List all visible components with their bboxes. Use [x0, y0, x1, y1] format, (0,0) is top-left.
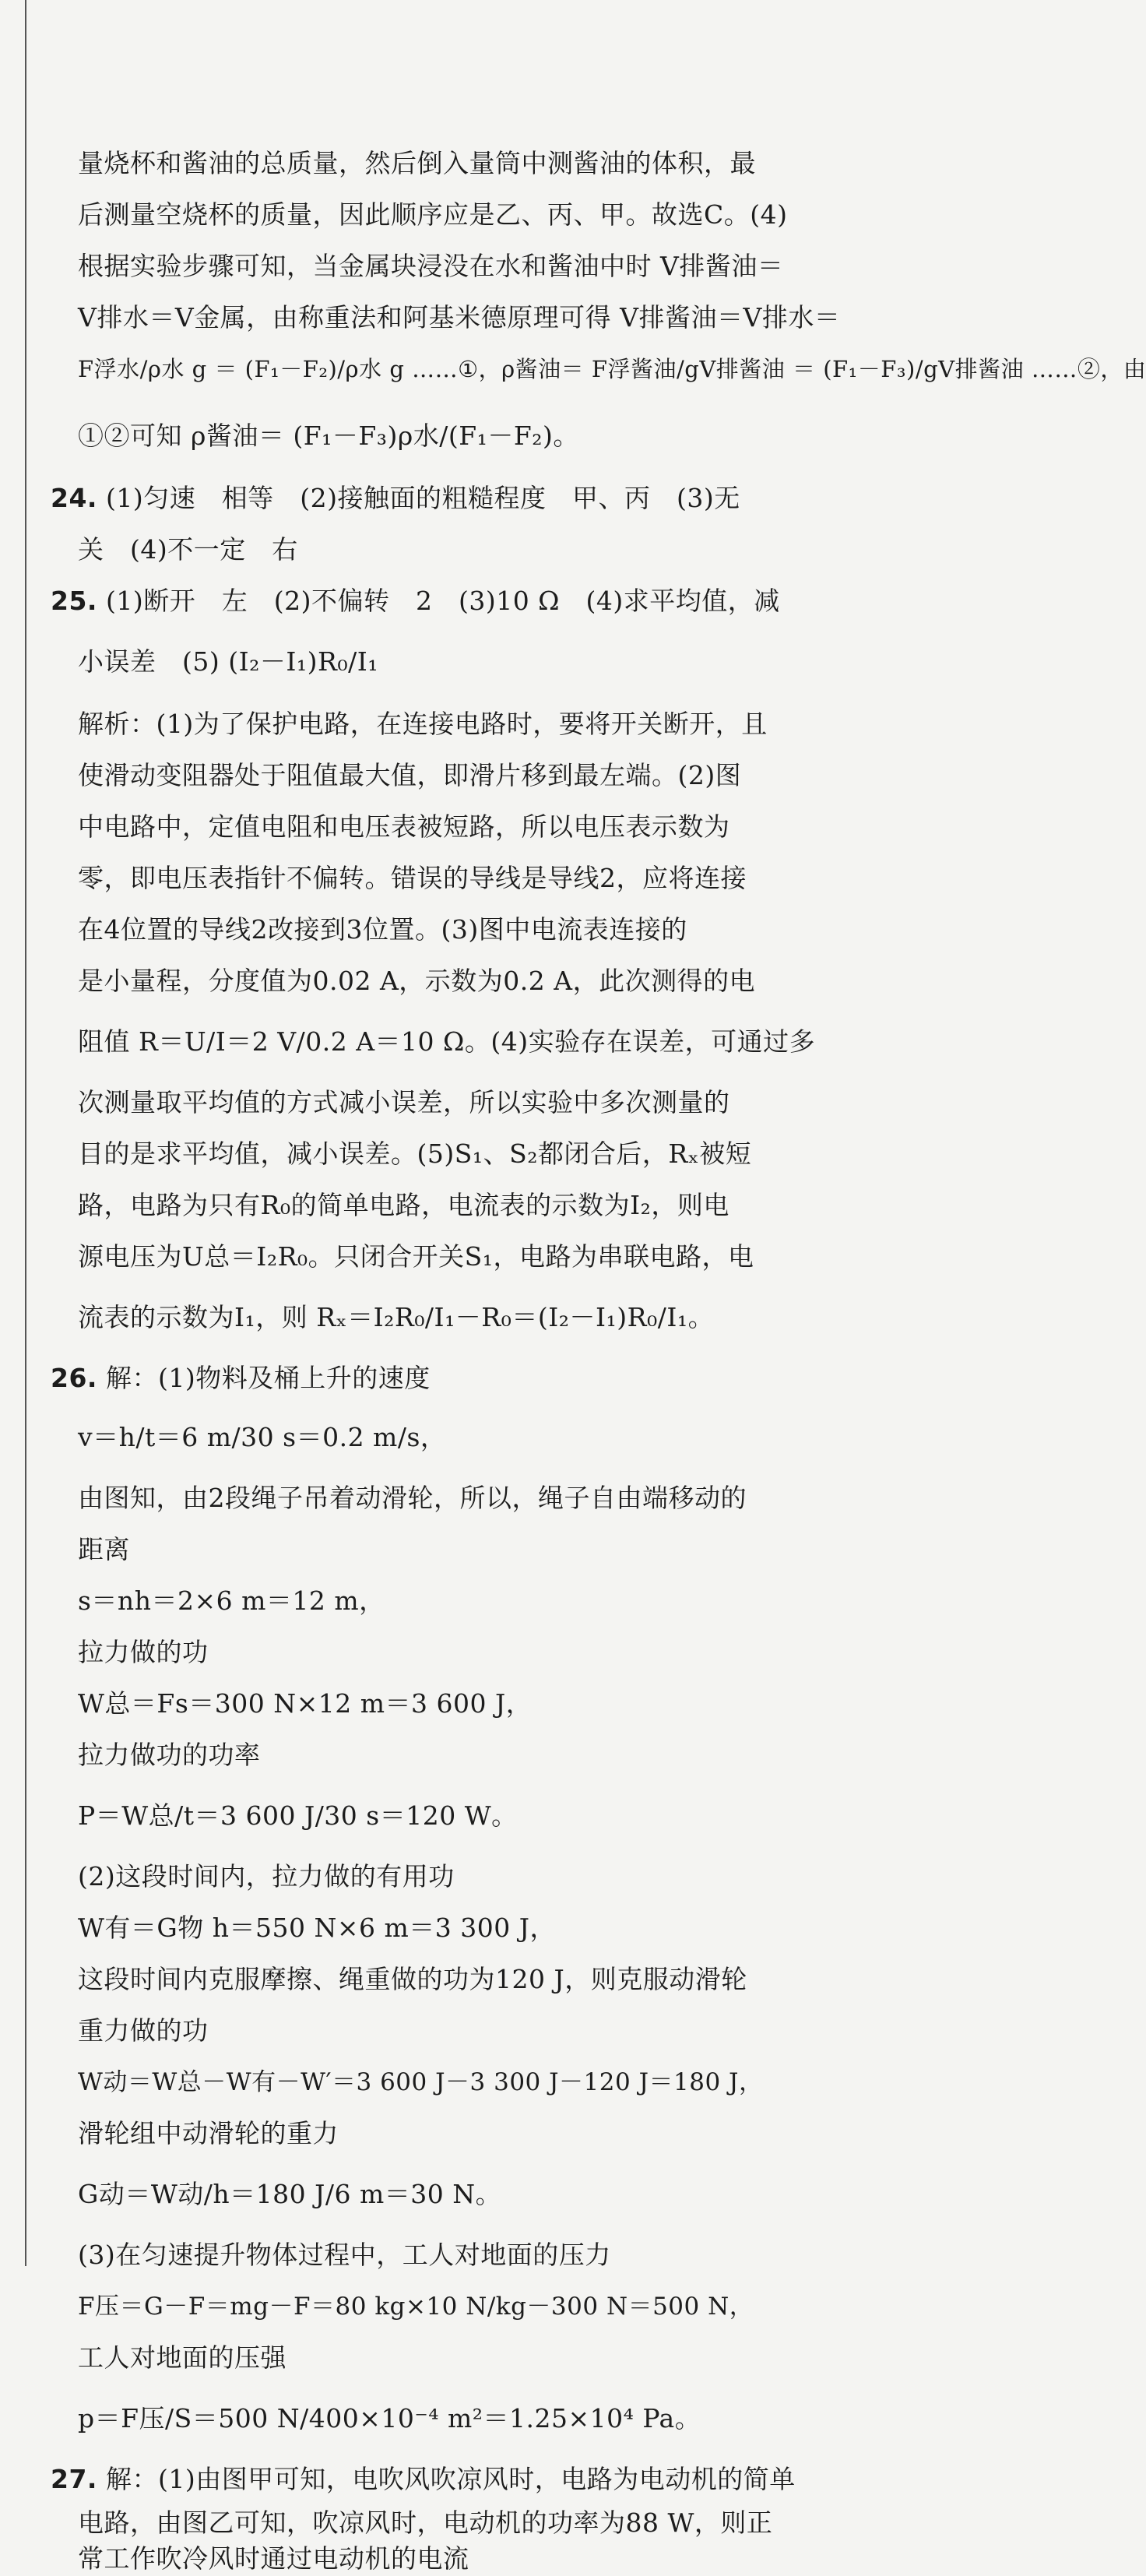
text-line: 根据实验步骤可知，当金属块浸没在水和酱油中时 V排酱油＝ — [78, 251, 784, 281]
answer-text: (1)断开 左 (2)不偏转 2 (3)10 Ω (4)求平均值，减 — [105, 586, 780, 616]
formula-line: P＝W总/t＝3 600 J/30 s＝120 W。 — [78, 1800, 518, 1831]
answer-text: (1)匀速 相等 (2)接触面的粗糙程度 甲、丙 (3)无 — [105, 483, 740, 513]
answer-text: 解：(1)由图甲可知，电吹风吹凉风时，电路为电动机的简单 — [105, 2464, 796, 2494]
text-line: 零，即电压表指针不偏转。错误的导线是导线2，应将连接 — [78, 863, 747, 893]
text-line: 拉力做的功 — [78, 1637, 209, 1667]
text-line: 在4位置的导线2改接到3位置。(3)图中电流表连接的 — [78, 914, 687, 945]
question-25 — [51, 586, 780, 617]
question-26 — [51, 1363, 431, 1394]
text-line: 重力做的功 — [78, 2015, 209, 2046]
text-line: 使滑动变阻器处于阻值最大值，即滑片移到最左端。(2)图 — [78, 760, 742, 790]
formula-line: s＝nh＝2×6 m＝12 m， — [78, 1585, 385, 1616]
formula-line: p＝F压/S＝500 N/400×10⁻⁴ m²＝1.25×10⁴ Pa。 — [78, 2403, 701, 2433]
text-line: (2)这段时间内，拉力做的有用功 — [78, 1861, 455, 1892]
question-number: 27. — [51, 2464, 97, 2494]
question-number: 24. — [51, 483, 97, 513]
text-line: 距离 — [78, 1534, 130, 1564]
text-line: 电路，由图乙可知，吹凉风时，电动机的功率为88 W，则正 — [78, 2507, 773, 2538]
formula-line: G动＝W动/h＝180 J/6 m＝30 N。 — [78, 2179, 502, 2209]
text-line: 由图知，由2段绳子吊着动滑轮，所以，绳子自由端移动的 — [78, 1483, 747, 1513]
question-24 — [51, 483, 740, 514]
analysis-line: 解析：(1)为了保护电路，在连接电路时，要将开关断开，且 — [78, 709, 768, 739]
text-line: (3)在匀速提升物体过程中，工人对地面的压力 — [78, 2240, 611, 2270]
text-line: 源电压为U总＝I₂R₀。只闭合开关S₁，电路为串联电路，电 — [78, 1241, 754, 1272]
formula-line: W有＝G物 h＝550 N×6 m＝3 300 J， — [78, 1913, 556, 1943]
text-line: 是小量程，分度值为0.02 A，示数为0.2 A，此次测得的电 — [78, 966, 756, 996]
formula-line: F压＝G－F＝mg－F＝80 kg×10 N/kg－300 N＝500 N， — [78, 2293, 754, 2321]
text-line: 常工作吹冷风时通过电动机的电流 — [78, 2543, 469, 2574]
text-line: 滑轮组中动滑轮的重力 — [78, 2118, 339, 2148]
text-line: 拉力做功的功率 — [78, 1740, 261, 1770]
text-line: 路，电路为只有R₀的简单电路，电流表的示数为I₂，则电 — [78, 1190, 729, 1220]
text-line: 量烧杯和酱油的总质量，然后倒入量筒中测酱油的体积，最 — [78, 148, 756, 178]
left-margin-rule — [25, 0, 26, 2266]
formula-line: v＝h/t＝6 m/30 s＝0.2 m/s， — [78, 1422, 447, 1452]
formula-line: 阻值 R＝U/I＝2 V/0.2 A＝10 Ω。(4)实验存在误差，可通过多 — [78, 1026, 816, 1057]
text-line: 工人对地面的压强 — [78, 2342, 286, 2373]
formula-line: W总＝Fs＝300 N×12 m＝3 600 J， — [78, 1688, 533, 1719]
question-number: 26. — [51, 1363, 97, 1393]
text-line: 关 (4)不一定 右 — [78, 534, 298, 565]
formula-line: 小误差 (5) (I₂－I₁)R₀/I₁ — [78, 646, 378, 677]
text-line: V排水＝V金属，由称重法和阿基米德原理可得 V排酱油＝V排水＝ — [78, 302, 841, 333]
text-line: 目的是求平均值，减小误差。(5)S₁、S₂都闭合后，Rₓ被短 — [78, 1138, 752, 1169]
formula-line: 流表的示数为I₁，则 Rₓ＝I₂R₀/I₁－R₀＝(I₂－I₁)R₀/I₁。 — [78, 1302, 715, 1332]
formula-line: ①②可知 ρ酱油＝ (F₁－F₃)ρ水/(F₁－F₂)。 — [78, 421, 579, 451]
text-line: 中电路中，定值电阻和电压表被短路，所以电压表示数为 — [78, 811, 730, 842]
question-number: 25. — [51, 586, 97, 616]
formula-line: W动＝W总－W有－W′＝3 600 J－3 300 J－120 J＝180 J， — [78, 2068, 764, 2096]
question-27 — [51, 2464, 796, 2495]
text-line: 后测量空烧杯的质量，因此顺序应是乙、丙、甲。故选C。(4) — [78, 199, 788, 230]
formula-line: F浮水/ρ水 g ＝ (F₁－F₂)/ρ水 g ……①，ρ酱油＝ F浮酱油/gV排酱油 ＝ (F₁－F₃)/gV排酱油 ……②，由 — [78, 356, 1146, 382]
answer-text: 解：(1)物料及桶上升的速度 — [105, 1363, 431, 1393]
text-line: 次测量取平均值的方式减小误差，所以实验中多次测量的 — [78, 1087, 730, 1117]
text-line: 这段时间内克服摩擦、绳重做的功为120 J，则克服动滑轮 — [78, 1964, 747, 1994]
